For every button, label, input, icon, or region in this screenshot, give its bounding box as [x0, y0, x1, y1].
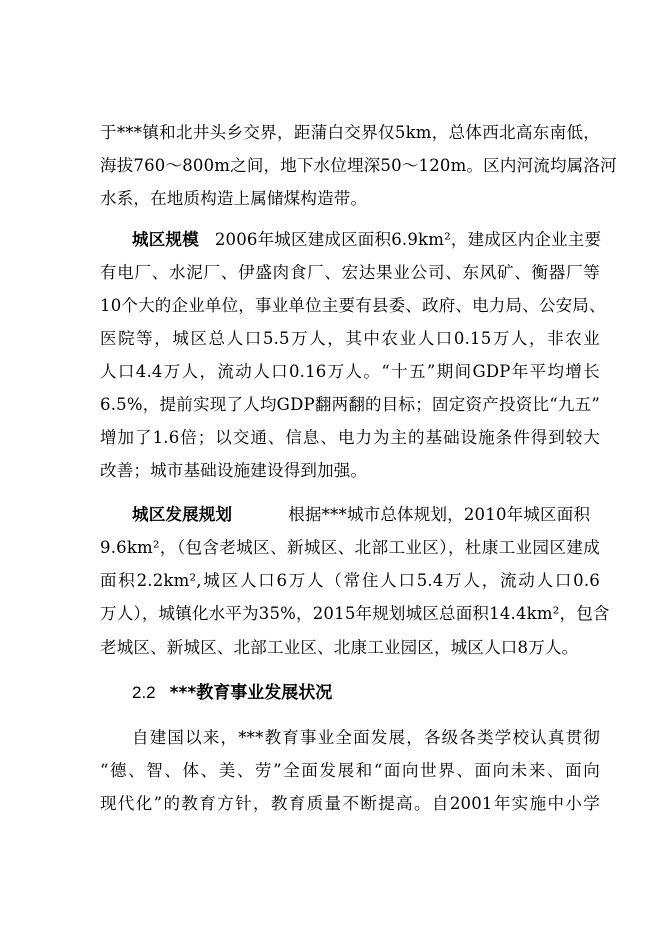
- text-span: 根据***城市总体规划，2010年城区面积: [288, 505, 591, 524]
- text-line: 增加了1.6倍；以交通、信息、电力为主的基础设施条件得到较大: [100, 428, 600, 447]
- text-line: 于***镇和北井头乡交界，距蒲白交界仅5km，总体西北高东南低，: [100, 123, 600, 142]
- text-line: 现代化”的教育方针，教育质量不断提高。自2001年实施中小学: [100, 794, 600, 813]
- text-line: 6.5%，提前实现了人均GDP翻两翻的目标；固定资产投资比“九五”: [100, 395, 600, 414]
- text-line: 医院等，城区总人口5.5万人，其中农业人口0.15万人，非农业: [100, 329, 600, 348]
- text-line: 万人），城镇化水平为35%，2015年规划城区总面积14.4km²，包含: [100, 604, 610, 623]
- text-line: 自建国以来，***教育事业全面发展，各级各类学校认真贯彻: [132, 728, 600, 747]
- section-title: ***教育事业发展状况: [169, 683, 333, 703]
- paragraph-first-line: [132, 504, 600, 526]
- text-line: 改善；城市基础设施建设得到加强。: [100, 461, 368, 480]
- text-line: 人口4.4万人，流动人口0.16万人。“十五”期间GDP年平均增长: [100, 362, 600, 381]
- section-number: 2.2: [132, 683, 156, 702]
- text-line: “德、智、体、美、劳”全面发展和“面向世界、面向未来、面向: [100, 761, 600, 780]
- section-heading: [132, 682, 332, 704]
- text-span: 2006年城区建成区面积6.9km²，建成区内企业主要: [214, 230, 602, 249]
- text-line: 10个大的企业单位，事业单位主要有县委、政府、电力局、公安局、: [100, 296, 606, 315]
- section-label: 城区规模: [132, 230, 199, 249]
- text-line: 海拔760～800m之间，地下水位埋深50～120m。区内河流均属洛河: [100, 156, 617, 175]
- text-line: 水系，在地质构造上属储煤构造带。: [100, 189, 368, 208]
- text-line: 9.6km²，（包含老城区、新城区、北部工业区），杜康工业园区建成: [100, 538, 600, 557]
- text-line: 面积2.2km²,城区人口6万人（常住人口5.4万人，流动人口0.6: [100, 571, 600, 590]
- text-line: 有电厂、水泥厂、伊盛肉食厂、宏达果业公司、东风矿、衡器厂等: [100, 263, 600, 282]
- section-label: 城区发展规划: [132, 505, 233, 524]
- paragraph-first-line: [132, 229, 600, 251]
- text-line: 老城区、新城区、北部工业区、北康工业园区，城区人口8万人。: [100, 638, 579, 657]
